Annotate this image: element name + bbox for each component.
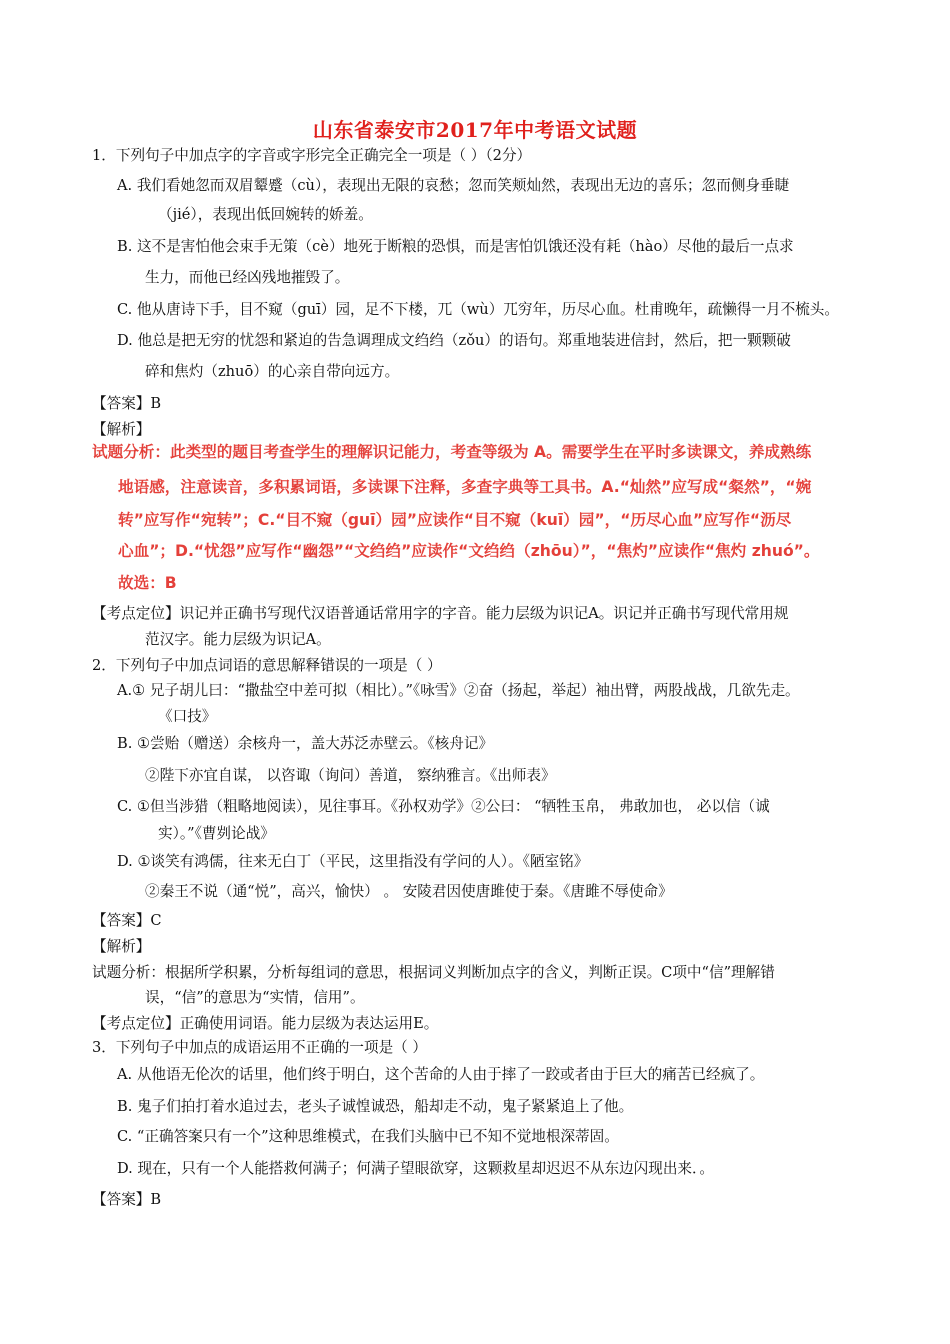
question-3-stem: 3．下列句子中加点的成语运用不正确的一项是（ ） [92,1039,427,1056]
q1-option-d: D. 他总是把无穷的忧怨和紧迫的告急调理成文绉绉（zǒu）的语句。郑重地装进信封，然后，把一颗颗破 [117,332,791,349]
q1-option-d-cont: 碎和焦灼（zhuō）的心亲自带向远方。 [145,363,400,380]
q1-option-b: B. 这不是害怕他会束手无策（cè）地死于断粮的恐惧，而是害怕饥饿还没有耗（hào）尽他的最后一点求 [117,238,794,255]
q1-option-c: C. 他从唐诗下手，目不窥（guī）园，足不下楼，兀（wù）兀穷年，历尽心血。杜甫晚年，疏懒得一月不梳头。 [117,301,839,318]
q1-analysis-line-4: 心血”；D.“忧怨”应写作“幽怨”“文绉绉”应读作“文绉绉（zhōu）”，“焦灼”应读作“焦灼 zhuó”。 [118,542,820,560]
q1-kaodian: 【考点定位】识记并正确书写现代汉语普通话常用字的字音。能力层级为识记A。识记并正确书写现代常用规 [92,605,789,622]
q2-option-c-cont: 实）。”《曹刿论战》 [158,825,275,842]
q2-option-b-cont: ②陛下亦宜自谋， 以咨诹（询问）善道， 察纳雅言。《出师表》 [145,767,556,784]
q2-option-b: B. ①尝贻（赠送）余核舟一，盖大苏泛赤壁云。《核舟记》 [117,735,494,752]
page-title: 山东省泰安市2017年中考语文试题 [312,118,638,142]
q3-answer: 【答案】B [92,1191,162,1208]
q3-option-b: B. 鬼子们拍打着水追过去，老头子诚惶诚恐，船却走不动，鬼子紧紧追上了他。 [117,1098,634,1115]
q3-option-c: C. “正确答案只有一个”这种思维模式，在我们头脑中已不知不觉地根深蒂固。 [117,1128,619,1145]
question-2-stem: 2．下列句子中加点词语的意思解释错误的一项是（ ） [92,657,442,674]
q1-kaodian-cont: 范汉字。能力层级为识记A。 [145,631,331,648]
q2-option-a-cont: 《口技》 [158,708,217,725]
q1-analysis-line-2: 地语感，注意读音，多积累词语，多读课下注释，多查字典等工具书。A.“灿然”应写成“粲然”，“婉 [118,478,812,496]
q2-analysis-line-1: 试题分析：根据所学积累，分析每组词的意思，根据词义判断加点字的含义，判断正误。C项中“信”理解错 [92,964,775,981]
q1-analysis-line-1: 试题分析：此类型的题目考查学生的理解识记能力，考查等级为 A。需要学生在平时多读课文，养成熟练 [92,443,812,461]
q1-jiexi-label: 【解析】 [92,421,151,438]
q1-option-a: A. 我们看她忽而双眉颦蹙（cù），表现出无限的哀愁；忽而笑颊灿然，表现出无边的喜乐；忽而侧身垂睫 [117,177,790,194]
q3-option-d: D. 现在，只有一个人能搭救何满子；何满子望眼欲穿，这颗救星却迟迟不从东边闪现出来．。 [117,1160,714,1177]
q1-option-a-cont: （jié），表现出低回婉转的娇羞。 [158,206,373,223]
q2-option-c: C. ①但当涉猎（粗略地阅读），见往事耳。《孙权劝学》②公曰： “牺牲玉帛， 弗敢加也， 必以信（诚 [117,798,770,815]
q1-analysis-line-5: 故选：B [118,574,177,592]
q1-option-b-cont: 生力，而他已经凶残地摧毁了。 [145,269,350,286]
q2-option-d-cont: ②秦王不说（通“悦”，高兴，愉快） 。 安陵君因使唐雎使于秦。《唐雎不辱使命》 [145,883,673,900]
q1-analysis-line-3: 转”应写作“宛转”；C.“目不窥（guī）园”应读作“目不窥（kuī）园”，“历尽心血”应写作“沥尽 [118,511,792,529]
q3-option-a: A. 从他语无伦次的话里，他们终于明白，这个苦命的人由于摔了一跤或者由于巨大的痛苦已经疯了。 [117,1066,765,1083]
q2-answer: 【答案】C [92,912,162,929]
q1-answer: 【答案】B [92,395,162,412]
q2-jiexi-label: 【解析】 [92,938,151,955]
q2-option-a: A.① 兄子胡儿曰：“撒盐空中差可拟（相比）。”《咏雪》②奋（扬起，举起）袖出臂，两股战战，几欲先走。 [117,682,800,699]
q2-analysis-line-2: 误，“信”的意思为“实情，信用”。 [145,989,365,1006]
question-1-stem: 1．下列句子中加点字的字音或字形完全正确完全一项是（ ）（2分） [92,147,532,164]
q2-kaodian: 【考点定位】正确使用词语。能力层级为表达运用E。 [92,1015,439,1032]
q2-option-d: D. ①谈笑有鸿儒，往来无白丁（平民，这里指没有学问的人）。《陋室铭》 [117,853,589,870]
